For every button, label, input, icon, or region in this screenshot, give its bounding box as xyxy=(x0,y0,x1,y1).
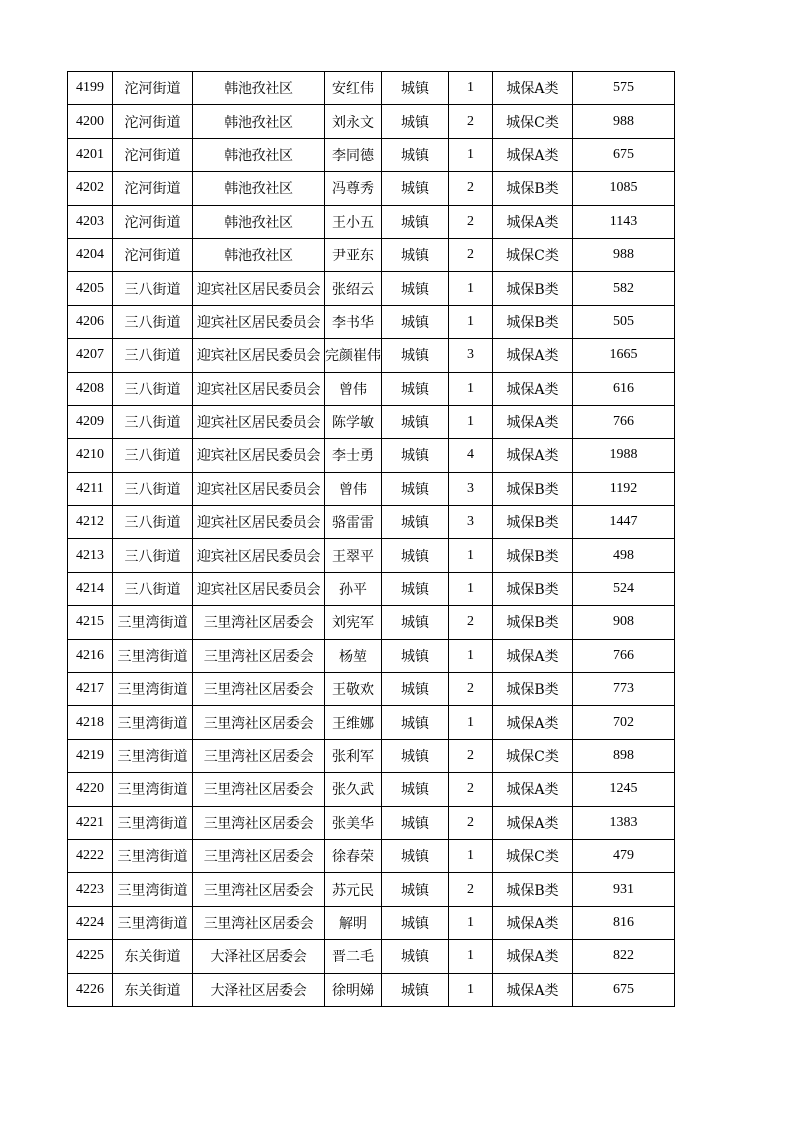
name-cell: 曾伟 xyxy=(325,472,382,505)
name-cell: 曾伟 xyxy=(325,372,382,405)
type-cell: 城镇 xyxy=(382,773,449,806)
community-cell: 迎宾社区居民委员会 xyxy=(193,472,325,505)
community-cell: 三里湾社区居委会 xyxy=(193,773,325,806)
id-cell: 4221 xyxy=(68,806,113,839)
amount-cell: 931 xyxy=(573,873,675,906)
category-cell: 城保C类 xyxy=(493,839,573,872)
street-cell: 三里湾街道 xyxy=(113,639,193,672)
street-cell: 三里湾街道 xyxy=(113,673,193,706)
category-cell: 城保B类 xyxy=(493,172,573,205)
table-row xyxy=(68,205,675,238)
type-cell: 城镇 xyxy=(382,105,449,138)
table-row xyxy=(68,172,675,205)
id-cell: 4208 xyxy=(68,372,113,405)
category-cell: 城保B类 xyxy=(493,305,573,338)
name-cell: 李书华 xyxy=(325,305,382,338)
name-cell: 冯尊秀 xyxy=(325,172,382,205)
community-cell: 迎宾社区居民委员会 xyxy=(193,439,325,472)
category-cell: 城保A类 xyxy=(493,439,573,472)
category-cell: 城保A类 xyxy=(493,138,573,171)
name-cell: 李同德 xyxy=(325,138,382,171)
table-row xyxy=(68,339,675,372)
community-cell: 三里湾社区居委会 xyxy=(193,673,325,706)
type-cell: 城镇 xyxy=(382,506,449,539)
category-cell: 城保A类 xyxy=(493,806,573,839)
count-cell: 2 xyxy=(449,773,493,806)
community-cell: 迎宾社区居民委员会 xyxy=(193,572,325,605)
category-cell: 城保A类 xyxy=(493,773,573,806)
table-row xyxy=(68,572,675,605)
id-cell: 4217 xyxy=(68,673,113,706)
id-cell: 4218 xyxy=(68,706,113,739)
id-cell: 4206 xyxy=(68,305,113,338)
amount-cell: 822 xyxy=(573,940,675,973)
community-cell: 韩池孜社区 xyxy=(193,105,325,138)
id-cell: 4210 xyxy=(68,439,113,472)
count-cell: 1 xyxy=(449,539,493,572)
count-cell: 1 xyxy=(449,372,493,405)
amount-cell: 524 xyxy=(573,572,675,605)
id-cell: 4220 xyxy=(68,773,113,806)
id-cell: 4225 xyxy=(68,940,113,973)
type-cell: 城镇 xyxy=(382,205,449,238)
amount-cell: 479 xyxy=(573,839,675,872)
name-cell: 王小五 xyxy=(325,205,382,238)
count-cell: 2 xyxy=(449,238,493,271)
name-cell: 王敬欢 xyxy=(325,673,382,706)
category-cell: 城保B类 xyxy=(493,673,573,706)
name-cell: 尹亚东 xyxy=(325,238,382,271)
count-cell: 2 xyxy=(449,806,493,839)
table-row xyxy=(68,706,675,739)
id-cell: 4215 xyxy=(68,606,113,639)
count-cell: 2 xyxy=(449,172,493,205)
type-cell: 城镇 xyxy=(382,940,449,973)
category-cell: 城保A类 xyxy=(493,205,573,238)
category-cell: 城保B类 xyxy=(493,472,573,505)
type-cell: 城镇 xyxy=(382,973,449,1006)
category-cell: 城保B类 xyxy=(493,272,573,305)
amount-cell: 1988 xyxy=(573,439,675,472)
community-cell: 大泽社区居委会 xyxy=(193,940,325,973)
count-cell: 1 xyxy=(449,572,493,605)
community-cell: 迎宾社区居民委员会 xyxy=(193,305,325,338)
amount-cell: 766 xyxy=(573,639,675,672)
street-cell: 三里湾街道 xyxy=(113,739,193,772)
name-cell: 骆雷雷 xyxy=(325,506,382,539)
community-cell: 迎宾社区居民委员会 xyxy=(193,405,325,438)
id-cell: 4224 xyxy=(68,906,113,939)
community-cell: 迎宾社区居民委员会 xyxy=(193,372,325,405)
amount-cell: 1192 xyxy=(573,472,675,505)
id-cell: 4199 xyxy=(68,72,113,105)
category-cell: 城保B类 xyxy=(493,539,573,572)
table-row xyxy=(68,472,675,505)
community-cell: 韩池孜社区 xyxy=(193,138,325,171)
table-row xyxy=(68,539,675,572)
street-cell: 三八街道 xyxy=(113,539,193,572)
count-cell: 1 xyxy=(449,973,493,1006)
amount-cell: 988 xyxy=(573,105,675,138)
id-cell: 4209 xyxy=(68,405,113,438)
table-body xyxy=(68,72,675,1007)
street-cell: 三里湾街道 xyxy=(113,873,193,906)
amount-cell: 498 xyxy=(573,539,675,572)
type-cell: 城镇 xyxy=(382,706,449,739)
type-cell: 城镇 xyxy=(382,472,449,505)
amount-cell: 908 xyxy=(573,606,675,639)
type-cell: 城镇 xyxy=(382,873,449,906)
street-cell: 三八街道 xyxy=(113,439,193,472)
count-cell: 2 xyxy=(449,873,493,906)
street-cell: 三八街道 xyxy=(113,506,193,539)
count-cell: 4 xyxy=(449,439,493,472)
category-cell: 城保A类 xyxy=(493,706,573,739)
category-cell: 城保A类 xyxy=(493,973,573,1006)
type-cell: 城镇 xyxy=(382,72,449,105)
type-cell: 城镇 xyxy=(382,539,449,572)
type-cell: 城镇 xyxy=(382,806,449,839)
community-cell: 迎宾社区居民委员会 xyxy=(193,339,325,372)
name-cell: 徐春荣 xyxy=(325,839,382,872)
amount-cell: 1447 xyxy=(573,506,675,539)
category-cell: 城保C类 xyxy=(493,739,573,772)
category-cell: 城保A类 xyxy=(493,940,573,973)
community-cell: 迎宾社区居民委员会 xyxy=(193,506,325,539)
category-cell: 城保A类 xyxy=(493,405,573,438)
name-cell: 王维娜 xyxy=(325,706,382,739)
street-cell: 东关街道 xyxy=(113,940,193,973)
id-cell: 4207 xyxy=(68,339,113,372)
count-cell: 1 xyxy=(449,72,493,105)
category-cell: 城保C类 xyxy=(493,238,573,271)
street-cell: 沱河街道 xyxy=(113,238,193,271)
table-row xyxy=(68,973,675,1006)
table-row xyxy=(68,105,675,138)
amount-cell: 816 xyxy=(573,906,675,939)
category-cell: 城保A类 xyxy=(493,906,573,939)
table-row xyxy=(68,238,675,271)
name-cell: 刘宪军 xyxy=(325,606,382,639)
benefit-table xyxy=(67,71,675,1007)
id-cell: 4201 xyxy=(68,138,113,171)
street-cell: 三里湾街道 xyxy=(113,906,193,939)
street-cell: 三八街道 xyxy=(113,472,193,505)
count-cell: 1 xyxy=(449,405,493,438)
name-cell: 王翠平 xyxy=(325,539,382,572)
count-cell: 2 xyxy=(449,105,493,138)
table-row xyxy=(68,506,675,539)
table-row xyxy=(68,873,675,906)
table-row xyxy=(68,405,675,438)
table-row xyxy=(68,372,675,405)
street-cell: 沱河街道 xyxy=(113,138,193,171)
category-cell: 城保A类 xyxy=(493,72,573,105)
table-row xyxy=(68,272,675,305)
id-cell: 4223 xyxy=(68,873,113,906)
street-cell: 沱河街道 xyxy=(113,72,193,105)
type-cell: 城镇 xyxy=(382,405,449,438)
amount-cell: 702 xyxy=(573,706,675,739)
table-row xyxy=(68,806,675,839)
amount-cell: 1143 xyxy=(573,205,675,238)
category-cell: 城保A类 xyxy=(493,372,573,405)
type-cell: 城镇 xyxy=(382,238,449,271)
amount-cell: 575 xyxy=(573,72,675,105)
type-cell: 城镇 xyxy=(382,138,449,171)
amount-cell: 1085 xyxy=(573,172,675,205)
type-cell: 城镇 xyxy=(382,673,449,706)
community-cell: 大泽社区居委会 xyxy=(193,973,325,1006)
amount-cell: 505 xyxy=(573,305,675,338)
table-row xyxy=(68,439,675,472)
street-cell: 三八街道 xyxy=(113,372,193,405)
type-cell: 城镇 xyxy=(382,172,449,205)
amount-cell: 675 xyxy=(573,138,675,171)
name-cell: 孙平 xyxy=(325,572,382,605)
type-cell: 城镇 xyxy=(382,906,449,939)
type-cell: 城镇 xyxy=(382,272,449,305)
amount-cell: 766 xyxy=(573,405,675,438)
table-row xyxy=(68,72,675,105)
name-cell: 刘永文 xyxy=(325,105,382,138)
table-row xyxy=(68,773,675,806)
community-cell: 迎宾社区居民委员会 xyxy=(193,272,325,305)
street-cell: 三里湾街道 xyxy=(113,773,193,806)
street-cell: 沱河街道 xyxy=(113,105,193,138)
id-cell: 4219 xyxy=(68,739,113,772)
name-cell: 张美华 xyxy=(325,806,382,839)
count-cell: 2 xyxy=(449,739,493,772)
community-cell: 三里湾社区居委会 xyxy=(193,606,325,639)
count-cell: 3 xyxy=(449,472,493,505)
name-cell: 徐明娣 xyxy=(325,973,382,1006)
count-cell: 1 xyxy=(449,639,493,672)
id-cell: 4203 xyxy=(68,205,113,238)
amount-cell: 1665 xyxy=(573,339,675,372)
type-cell: 城镇 xyxy=(382,372,449,405)
count-cell: 2 xyxy=(449,606,493,639)
id-cell: 4214 xyxy=(68,572,113,605)
name-cell: 安红伟 xyxy=(325,72,382,105)
table-row xyxy=(68,940,675,973)
type-cell: 城镇 xyxy=(382,572,449,605)
community-cell: 韩池孜社区 xyxy=(193,205,325,238)
type-cell: 城镇 xyxy=(382,439,449,472)
table-row xyxy=(68,138,675,171)
street-cell: 沱河街道 xyxy=(113,205,193,238)
type-cell: 城镇 xyxy=(382,639,449,672)
name-cell: 张利军 xyxy=(325,739,382,772)
name-cell: 张绍云 xyxy=(325,272,382,305)
count-cell: 2 xyxy=(449,205,493,238)
id-cell: 4200 xyxy=(68,105,113,138)
category-cell: 城保B类 xyxy=(493,606,573,639)
amount-cell: 773 xyxy=(573,673,675,706)
id-cell: 4226 xyxy=(68,973,113,1006)
count-cell: 3 xyxy=(449,339,493,372)
name-cell: 晋二毛 xyxy=(325,940,382,973)
count-cell: 3 xyxy=(449,506,493,539)
community-cell: 韩池孜社区 xyxy=(193,238,325,271)
id-cell: 4216 xyxy=(68,639,113,672)
count-cell: 1 xyxy=(449,839,493,872)
name-cell: 杨堃 xyxy=(325,639,382,672)
count-cell: 1 xyxy=(449,272,493,305)
category-cell: 城保A类 xyxy=(493,639,573,672)
community-cell: 三里湾社区居委会 xyxy=(193,739,325,772)
street-cell: 三八街道 xyxy=(113,572,193,605)
category-cell: 城保B类 xyxy=(493,873,573,906)
table-row xyxy=(68,839,675,872)
count-cell: 2 xyxy=(449,673,493,706)
name-cell: 李士勇 xyxy=(325,439,382,472)
street-cell: 三里湾街道 xyxy=(113,806,193,839)
table-row xyxy=(68,305,675,338)
table-row xyxy=(68,639,675,672)
type-cell: 城镇 xyxy=(382,606,449,639)
id-cell: 4204 xyxy=(68,238,113,271)
table-row xyxy=(68,673,675,706)
name-cell: 苏元民 xyxy=(325,873,382,906)
community-cell: 三里湾社区居委会 xyxy=(193,806,325,839)
street-cell: 东关街道 xyxy=(113,973,193,1006)
id-cell: 4205 xyxy=(68,272,113,305)
amount-cell: 675 xyxy=(573,973,675,1006)
amount-cell: 988 xyxy=(573,238,675,271)
table-row xyxy=(68,906,675,939)
id-cell: 4213 xyxy=(68,539,113,572)
category-cell: 城保A类 xyxy=(493,339,573,372)
name-cell: 解明 xyxy=(325,906,382,939)
amount-cell: 898 xyxy=(573,739,675,772)
count-cell: 1 xyxy=(449,138,493,171)
amount-cell: 616 xyxy=(573,372,675,405)
count-cell: 1 xyxy=(449,940,493,973)
category-cell: 城保B类 xyxy=(493,572,573,605)
street-cell: 沱河街道 xyxy=(113,172,193,205)
amount-cell: 582 xyxy=(573,272,675,305)
name-cell: 张久武 xyxy=(325,773,382,806)
community-cell: 三里湾社区居委会 xyxy=(193,906,325,939)
name-cell: 完颜崔伟 xyxy=(325,339,382,372)
street-cell: 三八街道 xyxy=(113,272,193,305)
type-cell: 城镇 xyxy=(382,739,449,772)
name-cell: 陈学敏 xyxy=(325,405,382,438)
id-cell: 4211 xyxy=(68,472,113,505)
street-cell: 三八街道 xyxy=(113,305,193,338)
community-cell: 三里湾社区居委会 xyxy=(193,839,325,872)
community-cell: 韩池孜社区 xyxy=(193,72,325,105)
id-cell: 4222 xyxy=(68,839,113,872)
count-cell: 1 xyxy=(449,906,493,939)
community-cell: 三里湾社区居委会 xyxy=(193,706,325,739)
amount-cell: 1245 xyxy=(573,773,675,806)
community-cell: 韩池孜社区 xyxy=(193,172,325,205)
community-cell: 迎宾社区居民委员会 xyxy=(193,539,325,572)
table-row xyxy=(68,606,675,639)
count-cell: 1 xyxy=(449,706,493,739)
street-cell: 三八街道 xyxy=(113,405,193,438)
street-cell: 三里湾街道 xyxy=(113,606,193,639)
community-cell: 三里湾社区居委会 xyxy=(193,639,325,672)
amount-cell: 1383 xyxy=(573,806,675,839)
count-cell: 1 xyxy=(449,305,493,338)
category-cell: 城保B类 xyxy=(493,506,573,539)
type-cell: 城镇 xyxy=(382,305,449,338)
street-cell: 三里湾街道 xyxy=(113,839,193,872)
type-cell: 城镇 xyxy=(382,839,449,872)
table-row xyxy=(68,739,675,772)
category-cell: 城保C类 xyxy=(493,105,573,138)
street-cell: 三里湾街道 xyxy=(113,706,193,739)
id-cell: 4212 xyxy=(68,506,113,539)
street-cell: 三八街道 xyxy=(113,339,193,372)
type-cell: 城镇 xyxy=(382,339,449,372)
community-cell: 三里湾社区居委会 xyxy=(193,873,325,906)
id-cell: 4202 xyxy=(68,172,113,205)
